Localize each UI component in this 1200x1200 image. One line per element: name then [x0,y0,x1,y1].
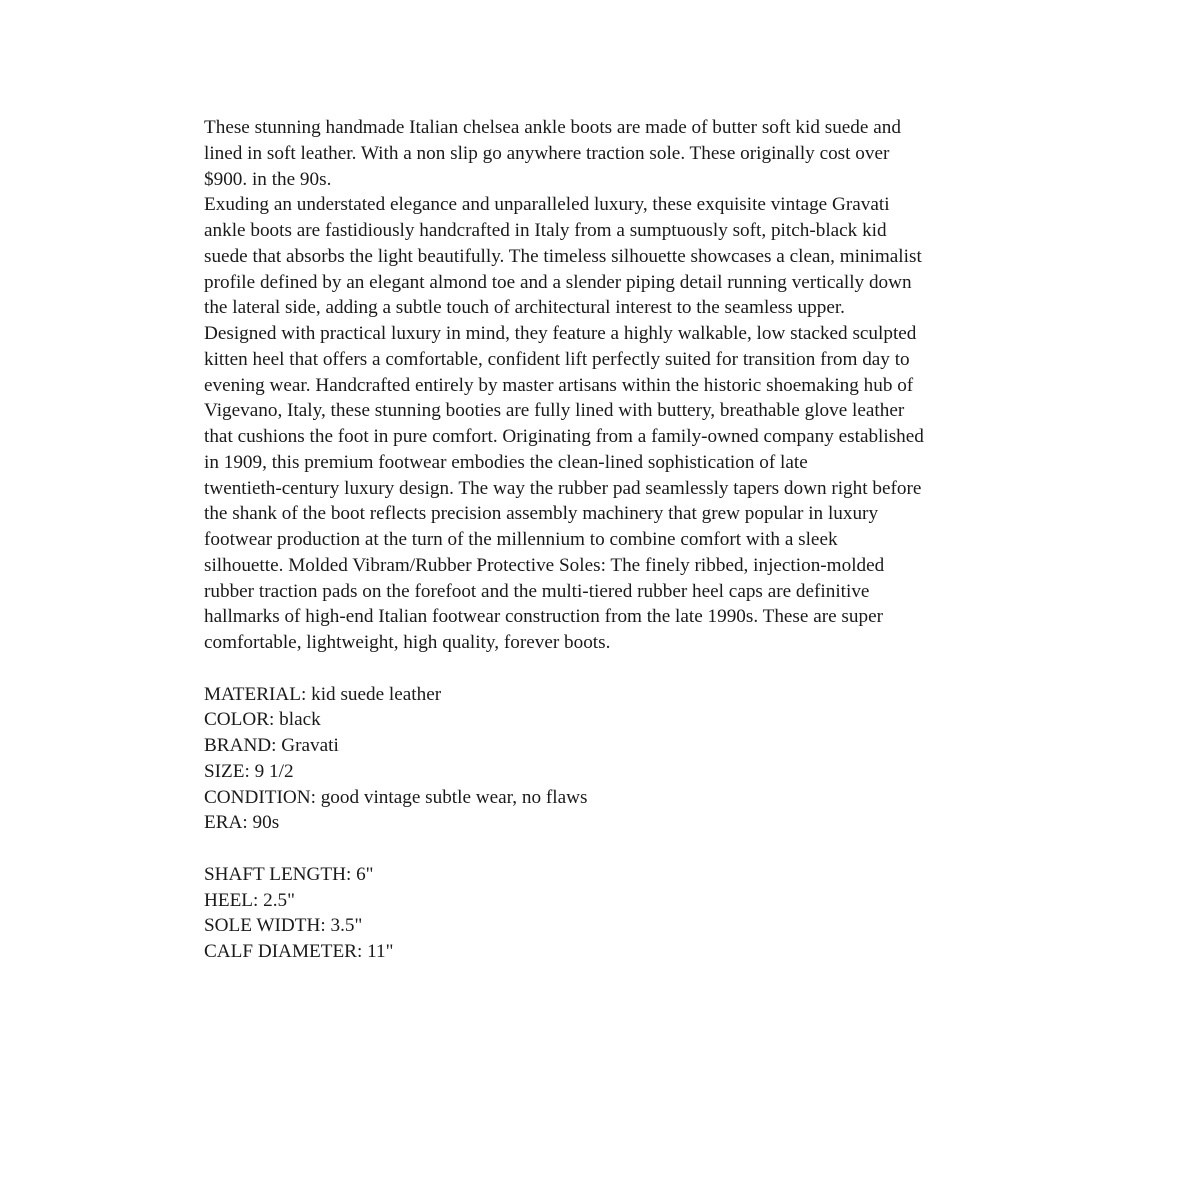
measurement-shaft-length: SHAFT LENGTH: 6" [204,863,374,885]
spec-color: COLOR: black [204,709,321,731]
measurement-heel: HEEL: 2.5" [204,889,295,911]
measurement-sole-width: SOLE WIDTH: 3.5" [204,915,363,937]
intro-paragraph: These stunning handmade Italian chelsea ankle boots are made of butter soft kid suede and lined in soft leather. With a non slip go anywhere traction sole. These originally cost over $900. in the 90s. [204,117,901,190]
spec-condition: CONDITION: good vintage subtle wear, no flaws [204,786,588,808]
spec-size: SIZE: 9 1/2 [204,760,294,782]
measurements-list [204,862,1004,965]
spec-era: ERA: 90s [204,812,280,834]
body-paragraph: Exuding an understated elegance and unparalleled luxury, these exquisite vintage Gravati ankle boots are fastidiously handcrafted in Italy from a sumptuously soft, pitch-black kid suede that absorbs the light beautifully. The timeless silhouette showcases a clean, minimalist profile defined by an elegant almond toe and a slender piping detail running vertically down the lateral side, adding a subtle touch of architectural interest to the seamless upper. Designed with practical luxury in mind, they feature a highly walkable, low stacked sculpted kitten heel that offers a comfortable, confident lift perfectly suited for transition from day to evening wear. Handcrafted entirely by master artisans within the historic shoemaking hub of Vigevano, Italy, these stunning booties are fully lined with buttery, breathable glove leather that cushions the foot in pure comfort. Originating from a family-owned company established in 1909, this premium footwear embodies the clean-lined sophistication of late twentieth-century luxury design. The way the rubber pad seamlessly tapers down right before the shank of the boot reflects precision assembly machinery that grew popular in luxury footwear production at the turn of the millennium to combine comfort with a sleek silhouette. Molded Vibram/Rubber Protective Soles: The finely ribbed, injection-molded rubber traction pads on the forefoot and the multi-tiered rubber heel caps are definitive hallmarks of high-end Italian footwear construction from the late 1990s. These are super comfortable, lightweight, high quality, forever boots. [204,194,924,653]
spec-brand: BRAND: Gravati [204,735,339,756]
product-description-document [204,115,1004,965]
measurement-calf-diameter: CALF DIAMETER: 11" [204,941,394,962]
specs-list [204,682,1004,837]
spec-material: MATERIAL: kid suede leather [204,683,442,705]
